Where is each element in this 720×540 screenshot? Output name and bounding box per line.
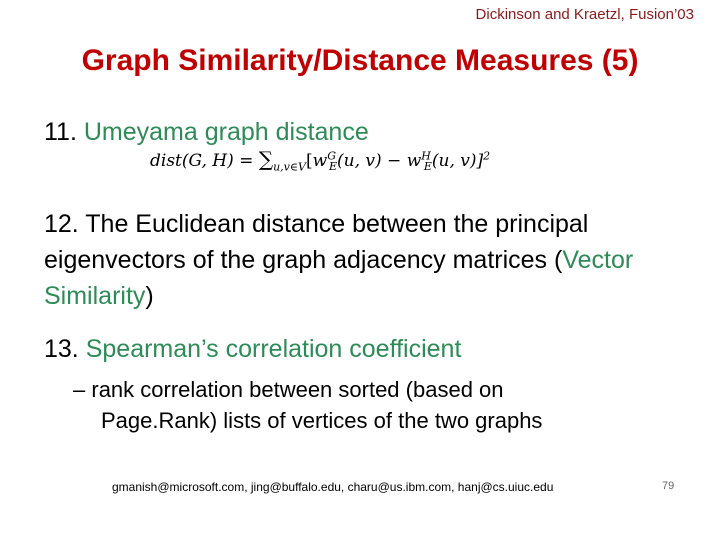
list-item-13	[44, 331, 461, 367]
bracket-open: [	[305, 151, 313, 171]
weight-g-sup: G	[327, 149, 336, 163]
item-text: The Euclidean distance between the principal eigenvectors of the graph adjacency matrices (	[44, 210, 589, 274]
item-number: 11.	[44, 118, 77, 146]
sum-subscript: u,v∈V	[273, 160, 306, 174]
slide-citation: Dickinson and Kraetzl, Fusion’03	[475, 6, 694, 23]
weight-h: w	[406, 151, 422, 171]
item-text-end: )	[145, 282, 154, 310]
page-number: 79	[662, 480, 675, 492]
slide-title: Graph Similarity/Distance Measures (5)	[81, 44, 639, 77]
formula-args-2: (u, v)]	[431, 151, 484, 171]
list-item-12	[44, 206, 684, 314]
weight-h-sup: H	[421, 149, 431, 163]
weight-g: w	[312, 151, 328, 171]
item-text: Umeyama graph distance	[83, 118, 369, 146]
sub-bullet	[73, 374, 673, 436]
formula-args-1: (u, v) −	[337, 151, 407, 171]
sub-bullet-line-2: Page.Rank) lists of vertices of the two graphs	[101, 408, 543, 433]
umeyama-formula	[150, 147, 490, 173]
sub-bullet-line-1: rank correlation between sorted (based on	[91, 377, 504, 402]
weight-g-sub: E	[328, 160, 338, 174]
item-text: Spearman’s correlation coefficient	[85, 335, 462, 363]
list-item-11	[44, 114, 369, 150]
footer-emails: gmanish@microsoft.com, jing@buffalo.edu, charu@us.ibm.com, hanj@cs.uiuc.edu	[112, 480, 554, 494]
item-number: 12.	[44, 210, 79, 238]
item-number: 13.	[44, 335, 79, 363]
formula-power: 2	[483, 149, 491, 163]
formula-lhs: dist(G, H) =	[150, 151, 259, 171]
item-highlight: Vector Similarity	[44, 246, 634, 310]
dash-bullet: –	[73, 377, 86, 402]
sum-symbol: ∑	[258, 147, 274, 171]
weight-h-sub: E	[423, 160, 432, 174]
